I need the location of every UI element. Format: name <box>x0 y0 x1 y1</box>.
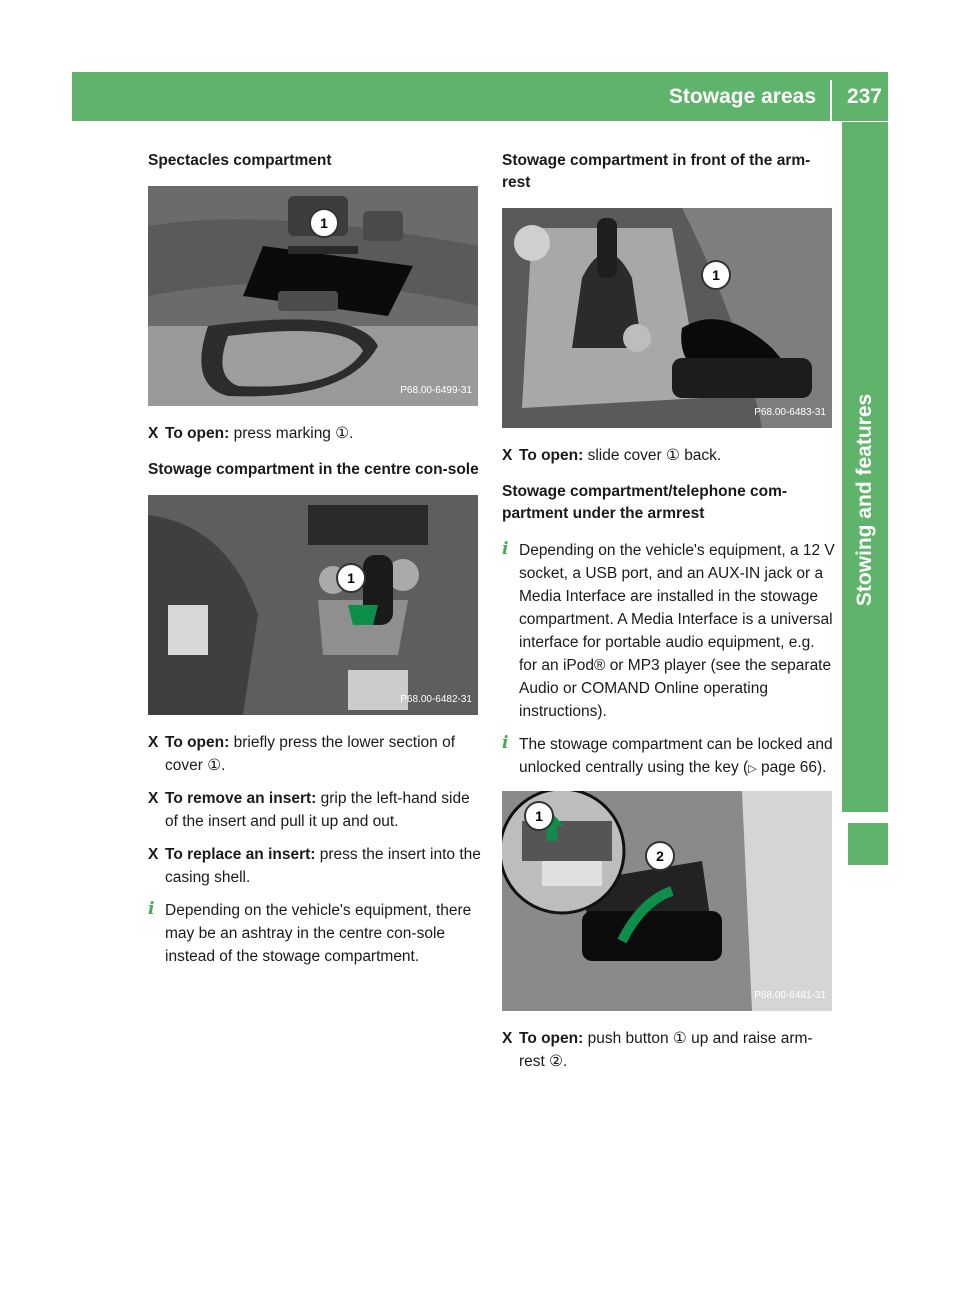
callout-1: 1 <box>701 260 731 290</box>
step-open-armrest-front <box>502 444 836 467</box>
side-tab-label: Stowing and features <box>853 393 876 607</box>
figure-spectacles <box>148 186 478 406</box>
step-label: To replace an insert: <box>165 846 316 863</box>
info-note-locking <box>502 733 836 781</box>
info-icon: i <box>502 539 509 559</box>
step-label: To open: <box>519 1030 584 1047</box>
figure-code: P68.00-6481-31 <box>754 990 826 1001</box>
figure-code: P68.00-6483-31 <box>754 407 826 418</box>
right-column <box>502 150 836 1083</box>
figure-centre-console <box>148 495 478 715</box>
info-icon: i <box>502 733 509 753</box>
step-arrow-icon: X <box>148 790 159 807</box>
info-note-ashtray <box>148 899 482 968</box>
figure-armrest-front <box>502 208 832 428</box>
page-number: 237 <box>846 85 882 108</box>
step-text: press the insert into the casing shell. <box>165 846 481 886</box>
figure-armrest-front-image <box>502 208 832 428</box>
heading-centre-console: Stowage compartment in the centre con-sole <box>148 461 479 478</box>
step-label: To open: <box>165 425 230 442</box>
figure-code: P68.00-6499-31 <box>400 385 472 396</box>
heading-telephone: Stowage compartment/telephone com-partment under the armrest <box>502 483 788 522</box>
side-tab-marker <box>848 823 888 865</box>
figure-code: P68.00-6482-31 <box>400 694 472 705</box>
left-column <box>148 150 482 978</box>
side-tab-label-wrap <box>842 300 888 700</box>
page-ref-link[interactable]: page 66). <box>760 759 827 776</box>
info-note-media <box>502 539 836 723</box>
step-arrow-icon: X <box>148 734 159 751</box>
step-arrow-icon: X <box>502 1030 513 1047</box>
info-text: Depending on the vehicle's equipment, a 12 V socket, a USB port, and an AUX-IN jack or a Media Interface are installed in the stowage compartment. A Media Interface is a universal interface for portable audio equipment, e.g. for an iPod® or MP3 player (see the separate Audio or COMAND Online operating instructions). <box>519 542 835 720</box>
header-bar <box>72 72 888 121</box>
step-open-console <box>148 731 482 777</box>
callout-1: 1 <box>524 801 554 831</box>
heading-armrest-front: Stowage compartment in front of the arm-rest <box>502 152 811 191</box>
callout-1: 1 <box>336 563 366 593</box>
step-text: slide cover ① back. <box>587 447 722 464</box>
step-label: To open: <box>519 447 584 464</box>
step-label: To open: <box>165 734 230 751</box>
figure-armrest-under <box>502 791 832 1011</box>
info-icon: i <box>148 899 155 919</box>
callout-1: 1 <box>309 208 339 238</box>
header-divider <box>830 80 832 121</box>
step-replace-insert <box>148 843 482 889</box>
figure-centre-console-image <box>148 495 478 715</box>
info-text: Depending on the vehicle's equipment, there may be an ashtray in the centre con-sole instead of the stowage compartment. <box>165 902 472 965</box>
step-open-spectacles <box>148 422 482 445</box>
page-section-title: Stowage areas <box>668 85 816 108</box>
step-label: To remove an insert: <box>165 790 317 807</box>
step-arrow-icon: X <box>148 846 159 863</box>
step-text: press marking ①. <box>233 425 354 442</box>
step-text: grip the left-hand side of the insert and pull it up and out. <box>165 790 470 830</box>
step-open-armrest <box>502 1027 836 1073</box>
step-remove-insert <box>148 787 482 833</box>
step-text: push button ① up and raise arm-rest ②. <box>519 1030 813 1070</box>
step-arrow-icon: X <box>148 425 159 442</box>
info-text: The stowage compartment can be locked and unlocked centrally using the key ( <box>519 736 833 776</box>
heading-spectacles: Spectacles compartment <box>148 152 332 169</box>
callout-2: 2 <box>645 841 675 871</box>
step-text: briefly press the lower section of cover ①. <box>165 734 455 774</box>
page-ref-arrow-icon: ▷ <box>748 763 757 775</box>
step-arrow-icon: X <box>502 447 513 464</box>
